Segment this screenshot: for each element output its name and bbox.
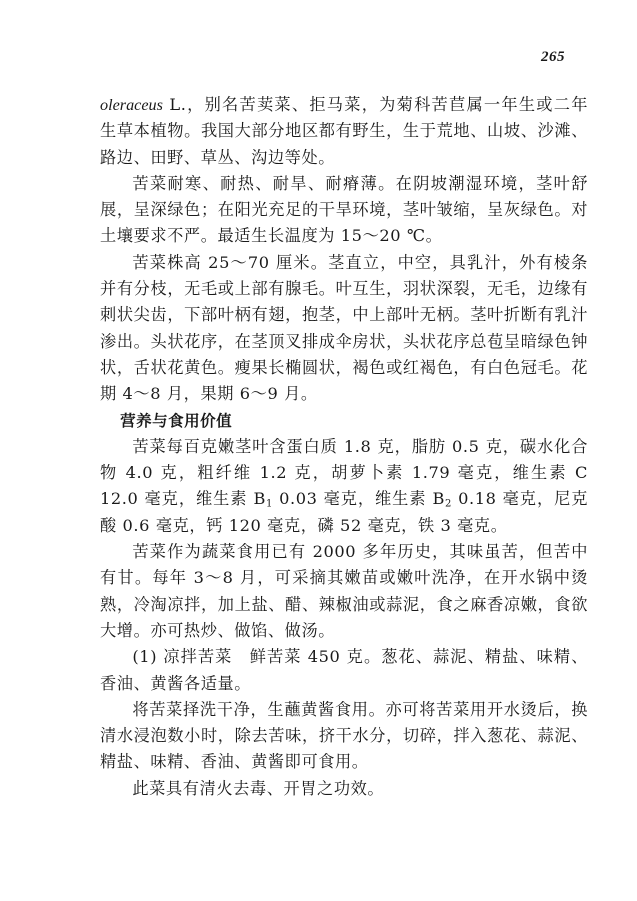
paragraph-recipe-method: 将苦菜择洗干净，生蘸黄酱食用。亦可将苦菜用开水烫后，换清水浸泡数小时，除去苦味，挤干水分，切碎，拌入葱花、蒜泥、精盐、味精、香油、黄酱即可食用。 xyxy=(100,699,588,772)
page-body xyxy=(100,92,588,802)
species-epithet: oleraceus xyxy=(100,96,163,114)
paragraph-recipe-title xyxy=(100,644,588,697)
page-number: 265 xyxy=(541,49,565,65)
paragraph-morphology: 苦菜株高 25～70 厘米。茎直立，中空，具乳汁，外有棱条并有分枝，无毛或上部有腺毛。叶互生，羽状深裂，无毛，边缘有刺状尖齿，下部叶柄有翅，抱茎，中上部叶无柄。茎叶折断有乳汁渗出。头状花序，在茎顶叉排成伞房状，头状花序总苞呈暗绿色钟状，舌状花黄色。瘦果长椭圆状，褐色或红褐色，有白色冠毛。花期 4～8 月，果期 6～9 月。 xyxy=(100,252,588,404)
nutrition-text-2: 0.03 毫克，维生素 B xyxy=(272,489,446,509)
nutrition-subscript-2: 2 xyxy=(445,498,453,510)
paragraph-habitat: 苦菜耐寒、耐热、耐旱、耐瘠薄。在阴坡潮湿环境，茎叶舒展，呈深绿色；在阳光充足的干旱环境，茎叶皱缩，呈灰绿色。对土壤要求不严。最适生长温度为 15～20 ℃。 xyxy=(100,173,588,246)
paragraph-intro-text: L.，别名苦荬菜、拒马菜，为菊科苦苣属一年生或二年生草本植物。我国大部分地区都有野生，生于荒地、山坡、沙滩、路边、田野、草丛、沟边等处。 xyxy=(100,95,588,167)
recipe-ingredients: 鲜苦菜 450 克。葱花、蒜泥、精盐、味精、香油、黄酱各适量。 xyxy=(100,647,588,693)
section-heading: 营养与食用价值 xyxy=(120,411,233,430)
nutrition-text-1: 苦菜每百克嫩茎叶含蛋白质 1.8 克，脂肪 0.5 克，碳水化合物 4.0 克，粗纤维 1.2 克，胡萝卜素 1.79 毫克，维生素 C 12.0 毫克，维生素 B xyxy=(100,436,588,509)
paragraph-edible-history: 苦菜作为蔬菜食用已有 2000 多年历史，其味虽苦，但苦中有甘。每年 3～8 月，可采摘其嫩苗或嫩叶洗净，在开水锅中烫熟，冷淘凉拌，加上盐、醋、辣椒油或蒜泥，食之麻香凉嫩，食欲大增。亦可热炒、做馅、做汤。 xyxy=(100,542,588,640)
paragraph-recipe-effect: 此菜具有清火去毒、开胃之功效。 xyxy=(132,778,385,798)
recipe-title: (1) 凉拌苦菜 xyxy=(132,647,233,667)
paragraph-nutrition xyxy=(100,434,588,539)
nutrition-subscript-1: 1 xyxy=(265,498,273,510)
nutrition-text-3: 0.18 毫克，尼克酸 0.6 毫克，钙 120 毫克，磷 52 毫克，铁 3 毫克。 xyxy=(100,489,589,535)
paragraph-intro xyxy=(100,92,588,171)
